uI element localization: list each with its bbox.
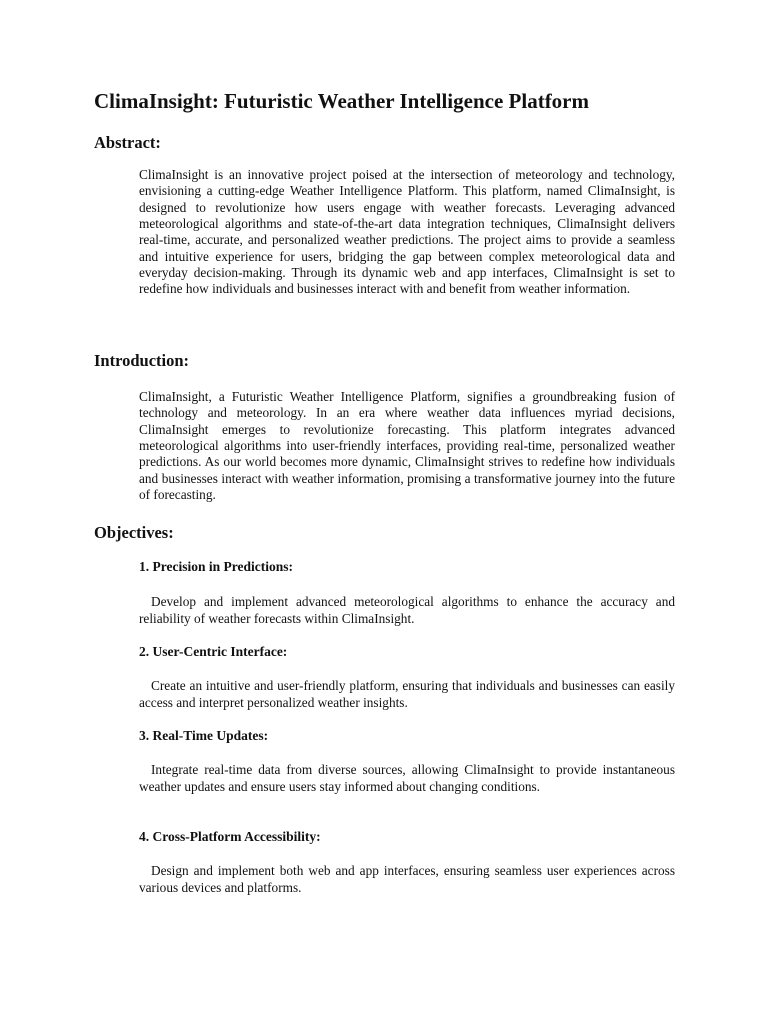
objective-2-title: 2. User-Centric Interface: <box>139 644 288 659</box>
abstract-heading: Abstract: <box>94 133 161 152</box>
objectives-heading: Objectives: <box>94 523 174 542</box>
abstract-paragraph: ClimaInsight is an innovative project poised at the intersection of meteorology and technology, envisioning a cutting-edge Weather Intelligence Platform. This platform, named ClimaInsight, is designed to revolutionize how users engage with weather forecasts. Leveraging advanced meteorological algorithms and state-of-the-art data integration techniques, ClimaInsight delivers real-time, accurate, and personalized weather predictions. The project aims to provide a seamless and intuitive experience for users, bridging the gap between complex meteorological data and everyday decision-making. Through its dynamic web and app interfaces, ClimaInsight is set to redefine how individuals and businesses interact with and benefit from weather information. <box>139 167 675 297</box>
objective-1-title: 1. Precision in Predictions: <box>139 559 293 574</box>
introduction-heading: Introduction: <box>94 351 190 370</box>
objective-3-title: 3. Real-Time Updates: <box>139 728 269 743</box>
introduction-paragraph: ClimaInsight, a Futuristic Weather Intelligence Platform, signifies a groundbreaking fusion of technology and meteorology. In an era where weather data influences myriad decisions, ClimaInsight emerges to revolutionize forecasting. This platform integrates advanced meteorological algorithms into user-friendly interfaces, providing real-time, personalized weather predictions. As our world becomes more dynamic, ClimaInsight strives to redefine how individuals and businesses interact with weather information, promising a transformative journey into the future of forecasting. <box>139 389 675 503</box>
objective-1-text: Develop and implement advanced meteorological algorithms to enhance the accuracy and reliability of weather forecasts within ClimaInsight. <box>139 594 675 626</box>
objective-4-title: 4. Cross-Platform Accessibility: <box>139 829 321 844</box>
document-title: ClimaInsight: Futuristic Weather Intelligence Platform <box>94 89 589 113</box>
objective-3-text: Integrate real-time data from diverse sources, allowing ClimaInsight to provide instantaneous weather updates and ensure users stay informed about changing conditions. <box>139 762 675 794</box>
objective-4-text: Design and implement both web and app interfaces, ensuring seamless user experiences across various devices and platforms. <box>139 863 675 895</box>
objective-2-text: Create an intuitive and user-friendly platform, ensuring that individuals and businesses can easily access and interpret personalized weather insights. <box>139 678 675 710</box>
